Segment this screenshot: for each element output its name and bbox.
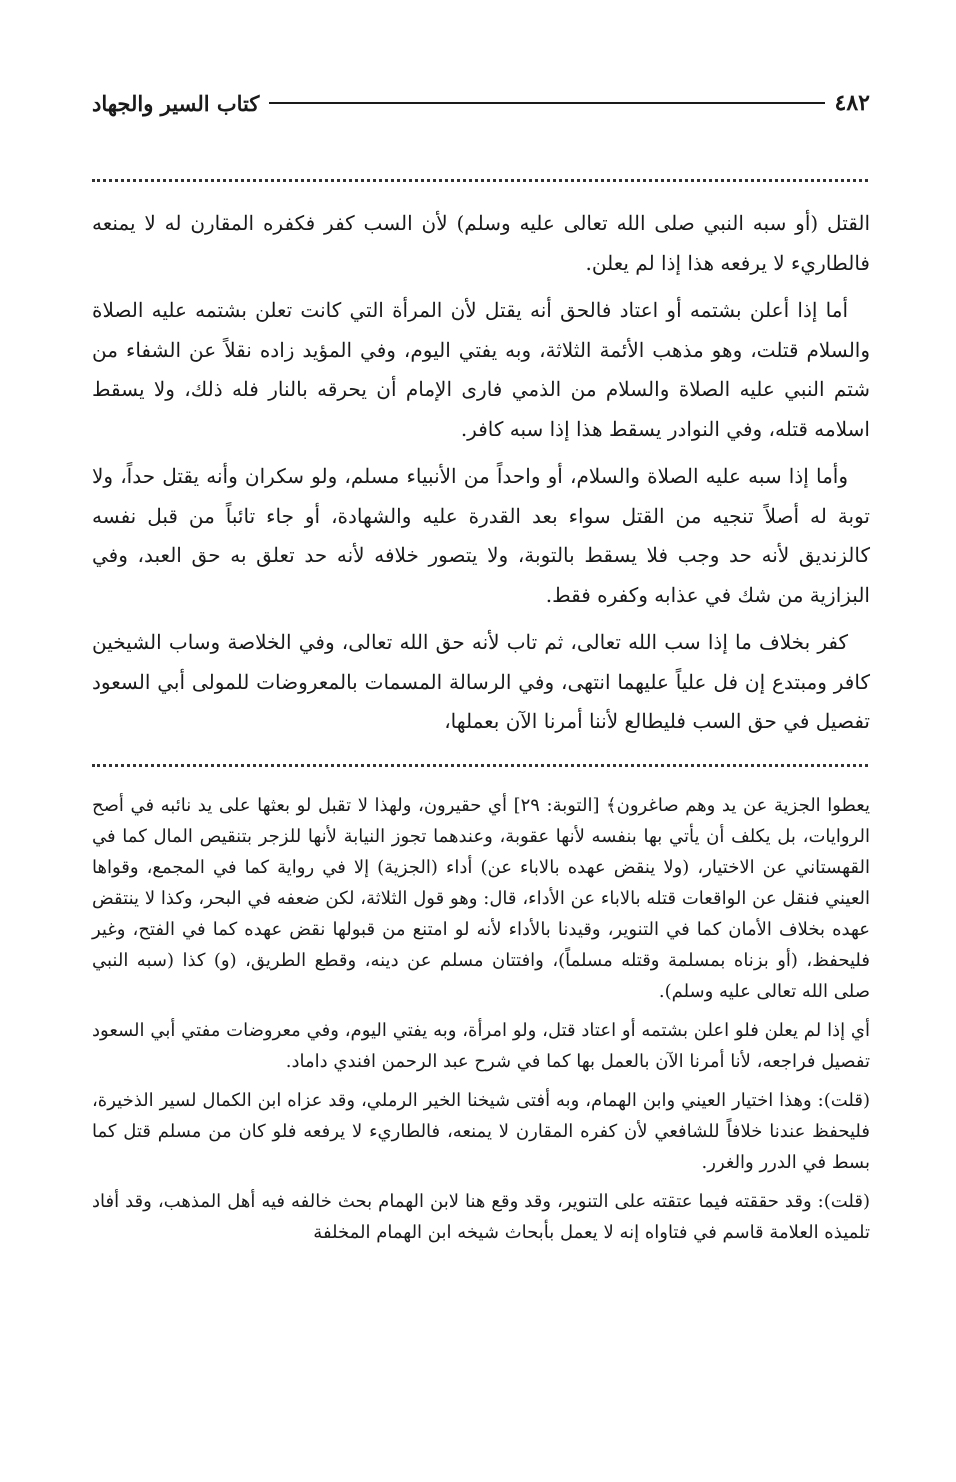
top-dotted-separator (92, 179, 868, 190)
header-rule (269, 102, 824, 104)
main-paragraph: القتل (أو سبه النبي صلى الله تعالى عليه وسلم) لأن السب كفر فكفره المقارن له لا يمنعه فالطاريء لا يرفعه هذا إذا لم يعلن. (92, 211, 870, 275)
commentary-paragraph: (قلت): وقد حققته فيما عتقته على التنوير، وقد وقع هنا لابن الهمام بحث خالفه فيه أهل المذهب، وقد أفاد تلميذه العلامة قاسم في فتاواه إنه لا يعمل بأبحاث شيخه ابن الهمام المخلفة (92, 1191, 870, 1243)
commentary-paragraph: يعطوا الجزية عن يد وهم صاغرون﴾ [التوبة: ٢٩] أي حقيرون، ولهذا لا تقبل لو بعثها على يد نائبه في أصح الروايات، بل يكلف أن يأتي بها بنفسه لأنها عقوبة، وعندهما تجوز النيابة لأنها للزجر بتنقيص المال كما في القهستاني عن الاختيار، (ولا ينقض عهده بالاباء عن) أداء (الجزية) إلا في رواية كما في المجمع، وقواها العيني فنقل عن الواقعات قتله بالاباء عن الأداء، قال: وهو قول الثلاثة، لكن ضعفه في البحر، وكذا لا ينتقض عهده بخلاف الأمان كما في التنوير، وقيدنا بالأداء لأنه لو امتنع من قبولها نقض عهده كما في الفتح، وغير فليحفظ، (أو بزناه بمسلمة وقتله مسلماً)، وافتتان مسلم عن دينه، وقطع الطريق، (و) كذا (سبه النبي صلى الله تعالى عليه وسلم). (92, 795, 871, 1002)
commentary-block (92, 790, 870, 1256)
main-paragraph: أما إذا أعلن بشتمه أو اعتاد فالحق أنه يقتل لأن المرأة التي كانت تعلن بشتمه عليه الصلاة والسلام قتلت، وهو مذهب الأئمة الثلاثة، وبه يفتي اليوم، وفي المؤيد زاده نقلاً عن الشفاء من شتم النبي عليه الصلاة والسلام من الذمي فارى الإمام أن يحرقه بالنار فله ذلك، ولا يسقط اسلامه قتله، وفي النوادر يسقط هذا إذا سبه كافر. (92, 298, 870, 441)
middle-dotted-separator (92, 764, 868, 775)
commentary-paragraph: (قلت): وهذا اختيار العيني وابن الهمام، وبه أفتى شيخنا الخير الرملي، وقد عزاه ابن الكمال لسير الذخيرة، فليحفظ عندنا خلافاً للشافعي لأن كفره المقارن لا يمنعه، فالطاريء لا يرفعه فلو كان من مسلم قتل كما بسط في الدرر والغرر. (92, 1090, 870, 1173)
main-paragraph: كفر بخلاف ما إذا سب الله تعالى، ثم تاب لأنه حق الله تعالى، وفي الخلاصة وساب الشيخين كافر ومبتدع إن فل علياً عليهما انتهى، وفي الرسالة المسمات بالمعروضات للمولى أبي السعود تفصيل في حق السب فليطالع لأننا أمرنا الآن بعملها، (92, 630, 870, 733)
page-header (92, 88, 870, 118)
main-text-block (92, 204, 870, 750)
commentary-paragraph: أي إذا لم يعلن فلو اعلن بشتمه أو اعتاد قتل، ولو امرأة، وبه يفتي اليوم، وفي معروضات مفتي أبي السعود تفصيل فراجعه، لأنا أمرنا الآن بالعمل بها كما في شرح عبد الرحمن افندي داماد. (92, 1020, 870, 1072)
main-paragraph: وأما إذا سبه عليه الصلاة والسلام، أو واحداً من الأنبياء مسلم، ولو سكران وأنه يقتل حداً، ولا توبة له أصلاً تنجيه من القتل سواء بعد القدرة عليه والشهادة، أو جاء تائباً من قبل نفسه كالزنديق لأنه حد وجب فلا يسقط بالتوبة، ولا يتصور خلافه لأنه حد تعلق به حق العبد، وفي البزازية من شك في عذابه وكفره فقط. (92, 464, 870, 607)
running-title: كتاب السير والجهاد (92, 90, 260, 116)
page-number: ٤٨٢ (834, 90, 870, 116)
